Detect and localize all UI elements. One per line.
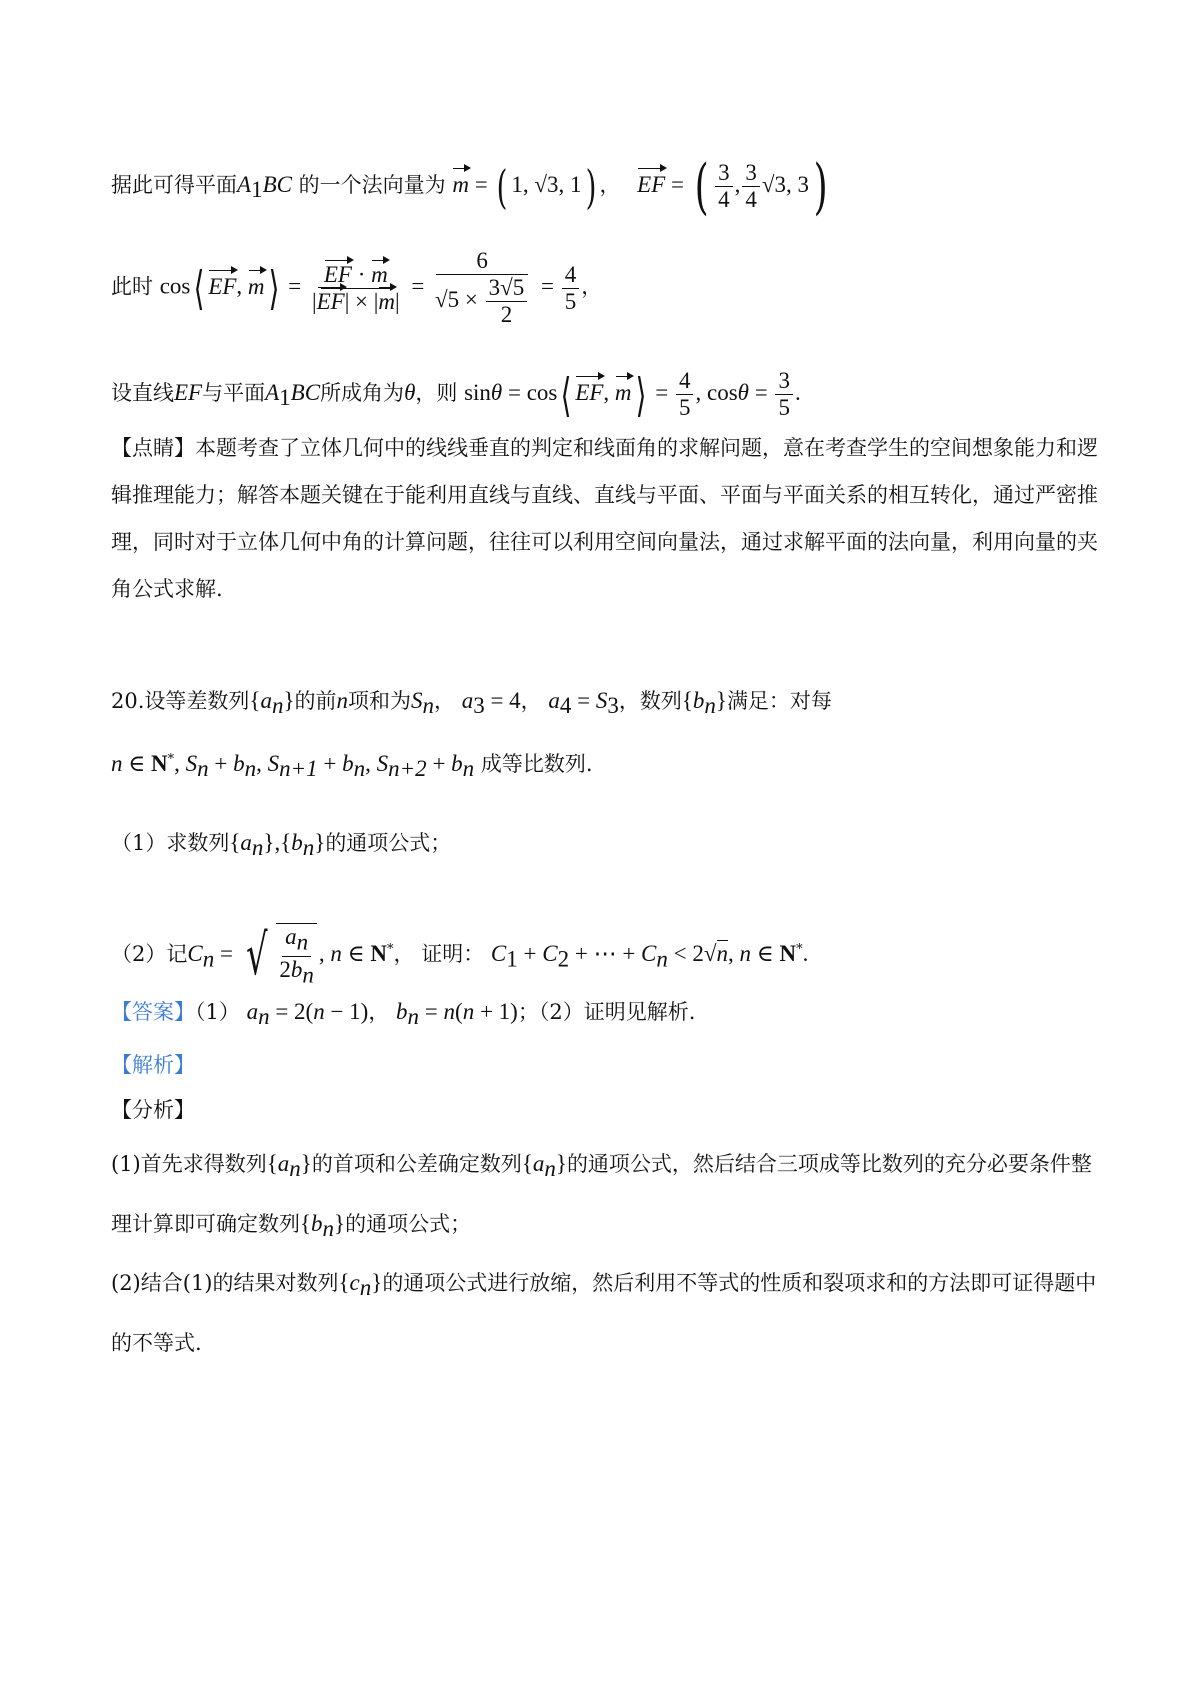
question-20-part1: （1）求数列$\{a_n\},\{b_n\}$的通项公式； <box>111 830 452 861</box>
question-20-line1: 20.设等差数列$\{a_n\}$的前n项和为$S_n$， $a_3 = 4$， $a_4 = S_3$，数列$\{b_n\}$满足：对每 <box>111 688 832 719</box>
question-20-part2: （2）记$C_n$ = √ $\frac{a_n}{2b_n}$ , n ∈ N*， 证明： $C_1 + C_2$ + ⋯ + $C_n < 2√n$, n ∈ N*. <box>111 922 809 988</box>
normal-vector-line: 据此可得平面$A_1BC$ 的一个法向量为 m = ( 1, √3, 1) ， EF = ( $\frac{3}{4}$ , $\frac{3}{4}$ √3, 3) <box>111 151 828 222</box>
cosine-line: 此时 cos⟨ EF, m⟩ = $\frac{EF \cdot m}{|EF| \times |m|}$ = 6 √5 × $\frac{3√5}{2}$ = $\frac{4}{5}$ ， <box>111 248 603 327</box>
answer-line: 【答案】（1） $a_n = 2(n - 1)$， $b_n = n(n + 1)$；（2）证明见解析. <box>111 999 696 1030</box>
answer-tag: 【答案】 <box>111 1000 195 1024</box>
analysis-line1: (1)首先求得数列$\{a_n\}$的首项和公差确定数列$\{a_n\}$的通项公式，然后结合三项成等比数列的充分必要条件整 <box>111 1151 1092 1182</box>
analysis-line3: (2)结合(1)的结果对数列$\{c_n\}$的通项公式进行放缩，然后利用不等式的性质和裂项求和的方法即可证得题中 <box>111 1270 1097 1301</box>
angle-line: 设直线EF与平面$A_1BC$所成角为θ，则 sinθ = cos⟨ EF, m⟩ = $\frac{4}{5}$ , cosθ = $\frac{3}{5}$ . <box>111 367 801 422</box>
analysis-tag: 【解析】 <box>111 1053 195 1077</box>
analysis-line2: 理计算即可确定数列$\{b_n\}$的通项公式； <box>111 1211 472 1242</box>
question-20-line2: n ∈ N*, $S_n + b_n$, $S_{n+1} + b_n$, $S_{n+2} + b_n$ 成等比数列. <box>111 751 593 782</box>
analysis-line4: 的不等式. <box>111 1331 202 1355</box>
analysis-sub-tag: 【分析】 <box>111 1098 195 1122</box>
remark-paragraph: 【点睛】本题考查了立体几何中的线线垂直的判定和线面角的求解问题，意在考查学生的空间想象能力和逻辑推理能力；解答本题关键在于能利用直线与直线、直线与平面、平面与平面关系的相互转化，通过严密推理，同时对于立体几何中角的计算问题，往往可以利用空间向量法，通过求解平面的法向量，利用向量的夹角公式求解. <box>111 436 1098 601</box>
